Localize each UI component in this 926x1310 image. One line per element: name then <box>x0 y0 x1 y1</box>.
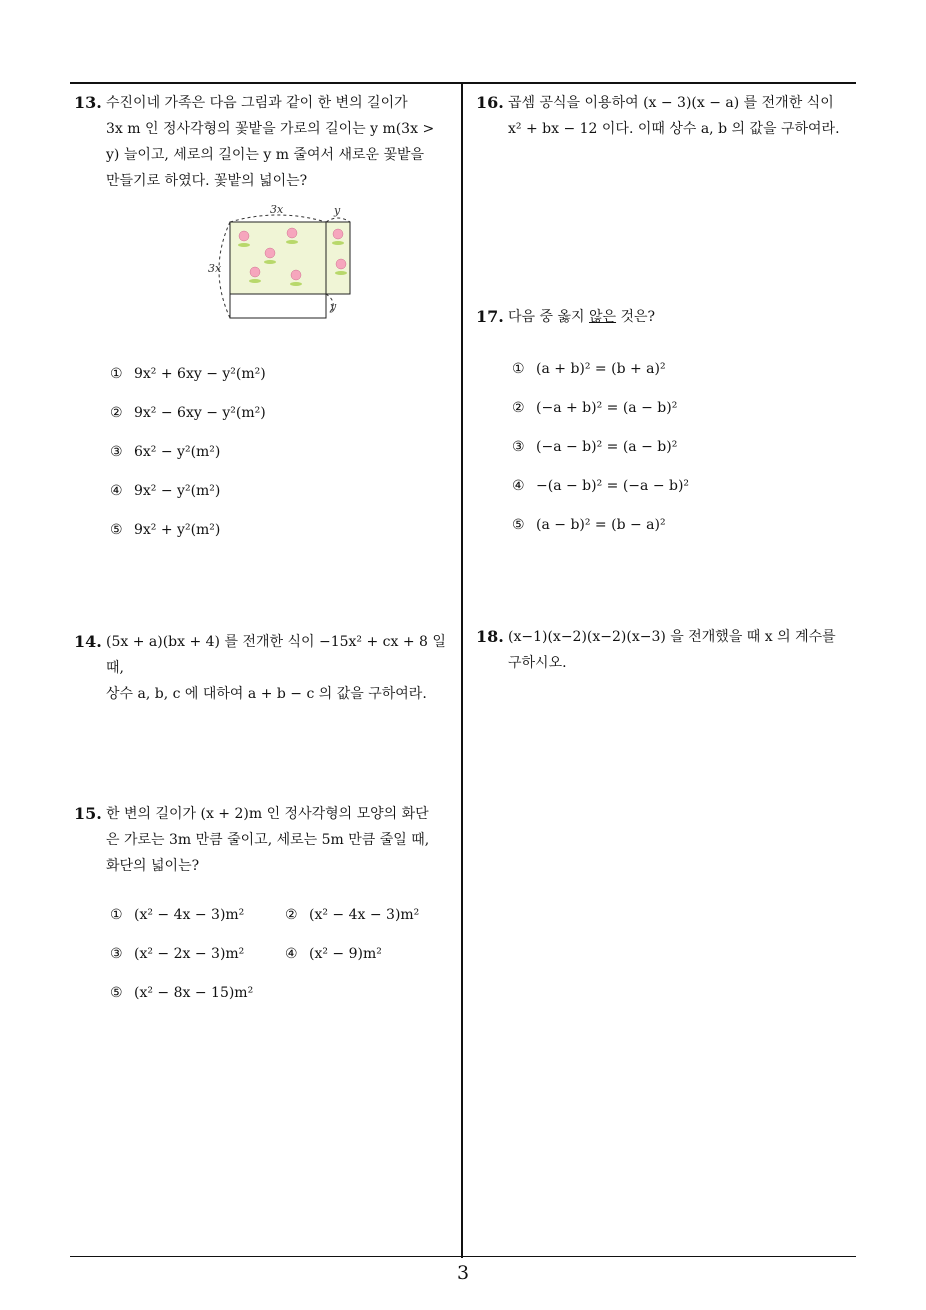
choice-15-2[interactable] <box>285 905 419 925</box>
question-15 <box>74 801 459 879</box>
choice-17-4[interactable] <box>512 476 689 496</box>
choice-mark: ⑤ <box>110 985 123 1001</box>
column-divider <box>461 82 463 1258</box>
choice-mark: ④ <box>110 483 123 499</box>
choice-13-4[interactable] <box>110 481 220 501</box>
leaf-icon <box>249 279 261 283</box>
question-stem <box>106 90 459 194</box>
choice-text: (x² − 2x − 3)m² <box>134 946 245 962</box>
page-number: 3 <box>456 1262 470 1284</box>
choice-text: 9x² + y²(m²) <box>134 522 221 538</box>
question-14 <box>74 629 459 707</box>
choice-15-1[interactable] <box>110 905 244 925</box>
stem-line: 화단의 넓이는? <box>106 858 200 874</box>
flower-garden-figure <box>200 200 360 325</box>
question-number: 18. <box>476 627 504 646</box>
question-13 <box>74 90 459 194</box>
stem-line: 3x m 인 정사각형의 꽃밭을 가로의 길이는 y m(3x > <box>106 121 435 137</box>
choice-text: (x² − 4x − 3)m² <box>309 907 420 923</box>
question-number: 15. <box>74 804 102 823</box>
label-bottom-right: y <box>330 300 337 313</box>
top-dimension-arc <box>230 215 326 222</box>
question-number: 16. <box>476 93 504 112</box>
stem-line <box>508 304 861 330</box>
choice-mark: ② <box>512 400 525 416</box>
choice-13-5[interactable] <box>110 520 220 540</box>
question-stem <box>508 304 861 330</box>
choice-mark: ⑤ <box>512 517 525 533</box>
choice-text: (x² − 8x − 15)m² <box>134 985 254 1001</box>
stem-line: 한 변의 길이가 (x + 2)m 인 정사각형의 모양의 화단 <box>106 806 429 822</box>
label-top-right: y <box>334 204 341 217</box>
choice-17-3[interactable] <box>512 437 677 457</box>
flower-icon <box>336 259 346 269</box>
stem-text: 것은? <box>616 309 656 325</box>
question-stem <box>508 90 861 142</box>
choice-17-2[interactable] <box>512 398 677 418</box>
top-rule <box>70 82 856 84</box>
choice-text: (a + b)² = (b + a)² <box>536 361 666 377</box>
stem-text: 다음 중 옳지 <box>508 309 589 325</box>
leaf-icon <box>264 260 276 264</box>
choice-mark: ② <box>110 405 123 421</box>
stem-line: 곱셈 공식을 이용하여 (x − 3)(x − a) 를 전개한 식이 <box>508 95 834 111</box>
bottom-rule <box>70 1256 856 1257</box>
choice-13-3[interactable] <box>110 442 220 462</box>
choice-text: (x² − 9)m² <box>309 946 382 962</box>
choice-text: (−a − b)² = (a − b)² <box>536 439 678 455</box>
stem-line: 상수 a, b, c 에 대하여 a + b − c 의 값을 구하여라. <box>106 686 427 702</box>
question-17 <box>476 304 861 330</box>
question-stem <box>508 624 861 676</box>
leaf-icon <box>332 241 344 245</box>
choice-text: (−a + b)² = (a − b)² <box>536 400 678 416</box>
choice-text: 6x² − y²(m²) <box>134 444 221 460</box>
question-number: 13. <box>74 93 102 112</box>
stem-line: 구하시오. <box>508 655 567 671</box>
label-left: 3x <box>208 262 222 275</box>
question-stem <box>106 801 459 879</box>
question-number: 14. <box>74 632 102 651</box>
choice-13-2[interactable] <box>110 403 266 423</box>
choice-text: (a − b)² = (b − a)² <box>536 517 666 533</box>
choice-mark: ① <box>110 366 123 382</box>
question-16 <box>476 90 861 142</box>
flower-icon <box>250 267 260 277</box>
choice-mark: ③ <box>110 444 123 460</box>
leaf-icon <box>238 243 250 247</box>
top-right-dimension-arc <box>326 218 350 222</box>
stem-line: x² + bx − 12 이다. 이때 상수 a, b 의 값을 구하여라. <box>508 121 840 137</box>
choice-15-5[interactable] <box>110 983 253 1003</box>
choice-text: 9x² − y²(m²) <box>134 483 221 499</box>
flower-icon <box>239 231 249 241</box>
question-number: 17. <box>476 307 504 326</box>
choice-mark: ① <box>512 361 525 377</box>
choice-mark: ① <box>110 907 123 923</box>
stem-underlined-text: 않은 <box>588 309 617 325</box>
flower-icon <box>291 270 301 280</box>
stem-line: (x−1)(x−2)(x−2)(x−3) 을 전개했을 때 x 의 계수를 <box>508 629 836 645</box>
flower-icon <box>265 248 275 258</box>
choice-text: −(a − b)² = (−a − b)² <box>536 478 690 494</box>
stem-line: 은 가로는 3m 만큼 줄이고, 세로는 5m 만큼 줄일 때, <box>106 832 430 848</box>
leaf-icon <box>335 271 347 275</box>
choice-13-1[interactable] <box>110 364 266 384</box>
choice-15-3[interactable] <box>110 944 244 964</box>
choice-mark: ② <box>285 907 298 923</box>
choice-mark: ④ <box>512 478 525 494</box>
stem-line: 수진이네 가족은 다음 그림과 같이 한 변의 길이가 <box>106 95 408 111</box>
question-18 <box>476 624 861 676</box>
stem-line: y) 늘이고, 세로의 길이는 y m 줄여서 새로운 꽃밭을 <box>106 147 425 163</box>
label-top: 3x <box>270 203 284 216</box>
choice-17-5[interactable] <box>512 515 666 535</box>
question-stem <box>106 629 459 707</box>
flower-icon <box>287 228 297 238</box>
stem-line: (5x + a)(bx + 4) 를 전개한 식이 −15x² + cx + 8 일 때, <box>106 634 446 676</box>
leaf-icon <box>290 282 302 286</box>
choice-mark: ⑤ <box>110 522 123 538</box>
choice-text: (x² − 4x − 3)m² <box>134 907 245 923</box>
choice-mark: ③ <box>512 439 525 455</box>
choice-15-4[interactable] <box>285 944 382 964</box>
stem-line: 만들기로 하였다. 꽃밭의 넓이는? <box>106 173 308 189</box>
choice-17-1[interactable] <box>512 359 666 379</box>
flower-icon <box>333 229 343 239</box>
leaf-icon <box>286 240 298 244</box>
choice-text: 9x² + 6xy − y²(m²) <box>134 366 266 382</box>
choice-mark: ④ <box>285 946 298 962</box>
choice-text: 9x² − 6xy − y²(m²) <box>134 405 266 421</box>
choice-mark: ③ <box>110 946 123 962</box>
